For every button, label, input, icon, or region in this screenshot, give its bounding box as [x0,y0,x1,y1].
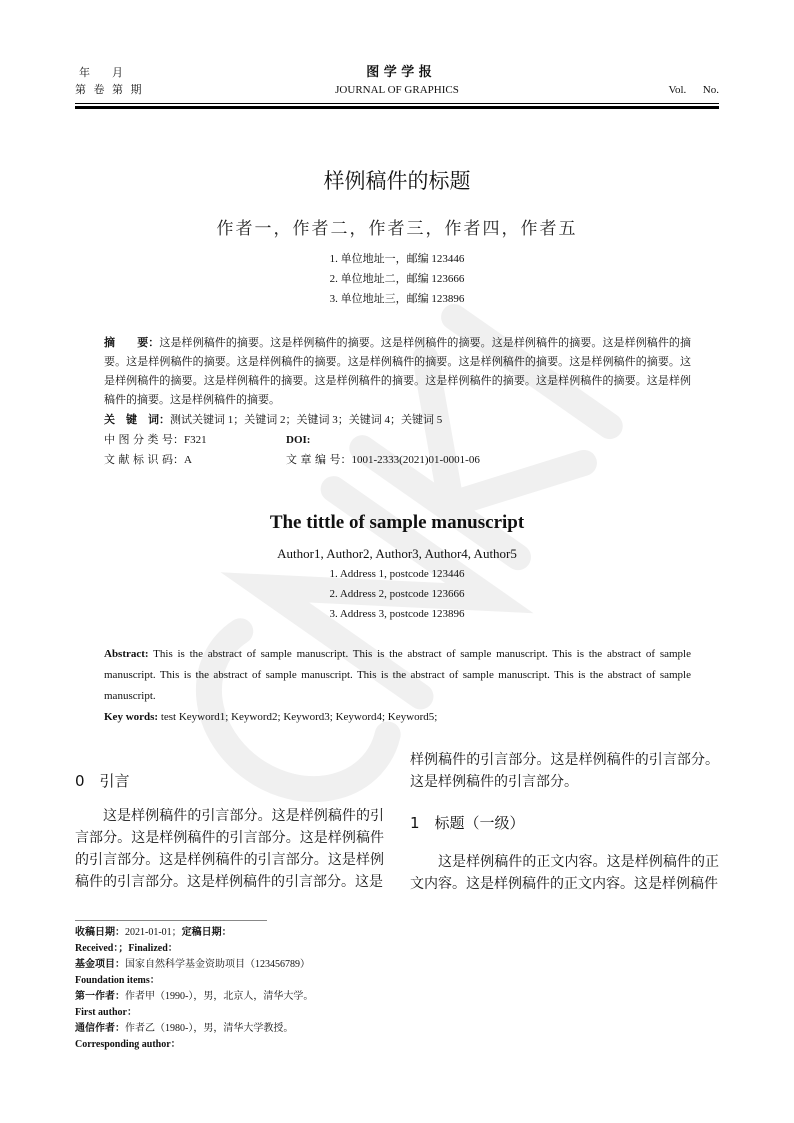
right-column [410,750,719,896]
keywords-cn [104,410,691,430]
fn-text: 2021-01-01； [125,927,182,938]
doi [286,430,310,450]
paper-title-en: The tittle of sample manuscript [269,512,525,533]
section-1-heading: 1 标题（一级） [410,814,525,832]
doc-code-value: A [184,454,192,466]
abstract-cn-label: 摘 要： [104,336,160,349]
addresses-en [75,564,719,624]
fn-label: 收稿日期： [75,927,125,938]
abstract-cn-text: 这是样例稿件的摘要。这是样例稿件的摘要。这是样例稿件的摘要。这是样例稿件的摘要。这是样例稿件的摘要。这是样例稿件的摘要。这是样例稿件的摘要。这是样例稿件的摘要。这是样例稿件的摘要。这是样例稿件的摘要。这是样例稿件的摘要。这是样例稿件的摘要。这是样例稿件的摘要。这是样例稿件的摘要。这是样例稿件的摘要。这是样例稿件的摘要。这是样例稿件的摘要。 [104,337,692,406]
address-en-3: 3. Address 3, postcode 123896 [329,608,465,620]
address-1: 1. 单位地址一，邮编 123446 [329,253,465,265]
clc-label: 中 图 分 类 号： [104,433,184,446]
document-code [104,450,286,470]
vol-no: Vol. No. [668,84,719,96]
address-en-2: 2. Address 2, postcode 123666 [329,588,465,600]
footnote-first-author-cn [75,989,719,1005]
clc-value: F321 [184,434,207,446]
header-rule-thin [75,103,719,104]
section-1-paragraph: 这是样例稿件的正文内容。这是样例稿件的正文内容。这是样例稿件的正文内容。这是样例稿件 [410,855,719,892]
header-year-month: 年 月 [79,66,123,79]
authors: 作者一，作者二，作者三，作者四，作者五 [216,219,578,239]
section-0-heading: 0 引言 [75,772,130,790]
clc-number [104,430,286,450]
address-2: 2. 单位地址二，邮编 123666 [329,273,465,285]
fn-label: 定稿日期： [181,927,232,938]
keywords-cn-label: 关 键 词： [104,413,170,426]
header-rule-thick [75,106,719,109]
footnote-corresponding-cn [75,1021,719,1037]
fn-label: 基金项目： [75,959,125,970]
paper-title: 样例稿件的标题 [323,169,471,193]
header-row-2 [75,81,719,99]
article-no-label: 文 章 编 号： [286,453,352,466]
fn-label: 通信作者： [75,1023,125,1034]
fn-label: First author： [75,1007,137,1018]
meta-row-2 [104,450,691,470]
authors-en: Author1, Author2, Author3, Author4, Author5 [277,546,517,561]
footnote-corresponding-en [75,1037,719,1053]
footnote-first-author-en [75,1005,719,1021]
journal-name-en: JOURNAL OF GRAPHICS [335,84,459,96]
article-number [286,450,480,470]
article-no-value: 1001-2333(2021)01-0001-06 [351,454,480,466]
footnotes [75,925,719,1053]
doc-code-label: 文 献 标 识 码： [104,453,184,466]
meta-row-1 [104,430,691,450]
address-3: 3. 单位地址三，邮编 123896 [329,293,465,305]
abstract-en-label: Abstract: [104,648,149,660]
fn-label: Corresponding author： [75,1039,181,1050]
doi-label: DOI: [286,434,311,446]
footnote-received-en [75,941,719,957]
fn-text: 国家自然科学基金资助项目（123456789） [125,959,310,970]
footnote-foundation-cn [75,957,719,973]
fn-label: Received：；Finalized： [75,943,178,954]
front-matter-cn [75,333,719,470]
abstract-en [104,644,691,707]
abstract-en-text: This is the abstract of sample manuscript. This is the abstract of sample manuscript. This is the abstract of sample manuscript. This is the abstract of sample manuscript. This is the abstract of sample manuscript. This is the abstract of sample manuscript. [104,648,691,702]
footnote-rule [75,920,267,921]
keywords-en-label: Key words: [104,711,159,723]
front-matter-en [75,644,719,728]
body-columns [75,750,719,896]
keywords-en-text: test Keyword1; Keyword2; Keyword3; Keyword4; Keyword5; [158,711,438,723]
left-column [75,750,384,896]
journal-name-cn: 图 学 学 报 [366,65,432,80]
keywords-en [104,707,691,728]
fn-label: 第一作者： [75,991,125,1002]
section-0-paragraph: 这是样例稿件的引言部分。这是样例稿件的引言部分。这是样例稿件的引言部分。这是样例稿件的引言部分。这是样例稿件的引言部分。这是样例稿件的引言部分。这是样例稿件的引言部分。这是 [75,809,384,890]
fn-label: Foundation items： [75,975,160,986]
keywords-cn-text: 测试关键词 1；关键词 2；关键词 3；关键词 4；关键词 5 [170,414,443,426]
addresses [75,249,719,309]
header-issue: 第 卷 第 期 [75,83,144,96]
section-0-paragraph-continued: 样例稿件的引言部分。这是样例稿件的引言部分。这是样例稿件的引言部分。 [410,753,719,790]
fn-text: 作者乙（1980-），男，清华大学教授。 [125,1023,294,1034]
fn-text: 作者甲（1990-），男，北京人，清华大学。 [125,991,314,1002]
footnote-foundation-en [75,973,719,989]
header-row-1 [75,64,719,81]
address-en-1: 1. Address 1, postcode 123446 [329,568,465,580]
footnote-received-cn [75,925,719,941]
abstract-cn [104,333,691,410]
